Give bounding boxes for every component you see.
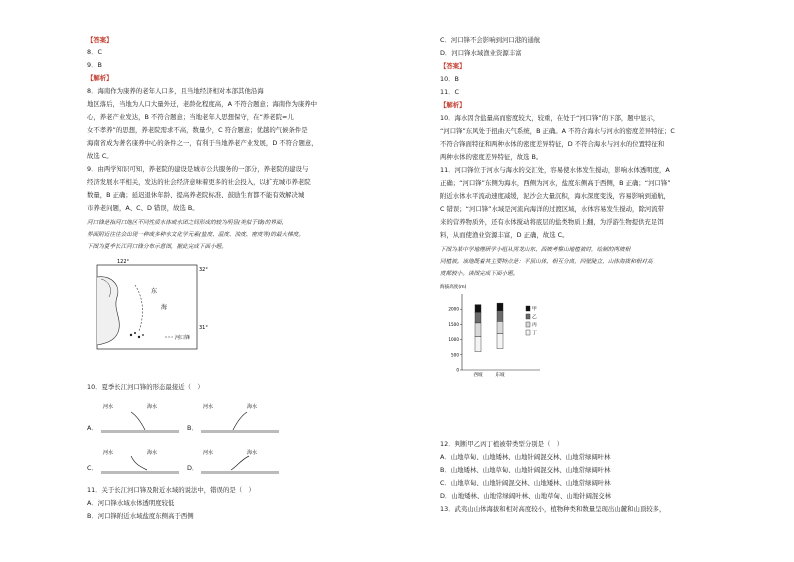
p11-line: C 错误；“河口锋”水域是河流向海洋的过渡区域，水体容易发生搅动，除河流带 [440,205,665,213]
svg-text:海水: 海水 [147,450,158,456]
p11-line: 来的营养物质外，还有水体搅动将底层的盐类物质上翻，为浮游生物提供充足饵 [440,218,664,226]
legend-label: 丙 [532,323,537,328]
intro-line: 同植被。该地既着其主要特点是：平顶山体，相互分离，四壁陡立，山体海拔和相对高 [440,259,653,265]
intro-line: 下图为夏季长江河口锋分布示意图，据此完成下面小题。 [87,244,227,250]
estuary-map [87,257,207,357]
y-tick-label: 0 [456,367,459,373]
y-tick-label: 2000 [448,306,459,312]
option-10-b[interactable] [187,398,327,440]
island [130,334,132,336]
bar-segment-丙 [497,321,503,333]
option-10-d[interactable] [187,444,327,486]
p8-line: 地区落后，当地为人口大量外迁，老龄化程度高，A 不符合题意；海南作为康养中 [87,100,318,108]
p11-line: 附近水体水平流动速度减缓，泥沙会大量沉积，海水深度变浅，容易影响到通航， [440,192,671,200]
bar-segment-丙 [475,323,481,337]
svg-text:海水: 海水 [247,450,258,456]
intro-line: 下图为某中学地理研学小组从黑龙山东、西坡考察山地植被时，绘制的两坡相 [440,247,631,253]
legend-label: 乙 [532,315,537,320]
p10-line: 10．海水因含盐量高而密度较大，较重，在处于“河口锋”的下部，题中显示， [440,114,660,122]
svg-text:河水: 河水 [203,450,214,456]
legend-swatch [526,306,530,311]
option-b-diagram [201,398,281,438]
p8-line: 女不孝养”的思想，养老院需求不高，数量少，C 符合题意；优越的气候条件是 [87,126,308,134]
bar-segment-乙 [497,311,503,322]
chart-ticks [448,307,462,373]
option-d-diagram [201,444,281,480]
legend-label: 丁 [532,331,537,336]
p9-line: 市养老问题，A、C、D 错误，故选 B。 [87,204,199,212]
estuary-front-line [135,285,142,331]
option-11-a[interactable]: A．河口锋水域水体透明度较低 [87,499,175,507]
svg-text:河水: 河水 [103,450,114,456]
p8-line: 心，养老产业发达，B 不符合题意；当地老年人思想保守，在“养老院=儿 [87,113,294,121]
answer-8: 8．C [87,48,102,56]
svg-text:河水: 河水 [203,404,214,410]
coastline [97,277,119,345]
answer-11: 11．C [440,88,459,96]
option-letter: B． [187,424,198,432]
legend-swatch [526,314,530,319]
p11-line: 正确；“河口锋”东侧为海水，西侧为河水，盐度东侧高于西侧，B 正确；“河口锋” [440,179,671,187]
p8-line: 故选 C。 [87,152,113,160]
svg-text:海水: 海水 [247,404,258,410]
answer-9: 9．B [87,61,102,69]
p11-line: 11．河口锋位于河水与海水的交汇处，容易使水体发生搅动，影响水体透明度，A [440,166,670,174]
sea-label-1: 东 [151,288,158,295]
legend-swatch [526,330,530,335]
option-letter: C． [87,464,98,472]
svg-text:河水: 河水 [103,404,114,410]
option-letter: A． [87,424,98,432]
island [142,334,144,336]
option-12-c[interactable]: C．山地草甸、山地针阔混交林、山地矮林、山地常绿阔叶林 [440,479,611,487]
lat-top-label: 32° [199,267,208,273]
question-12: 12．判断甲乙丙丁植被带类型分别是（ ） [440,440,564,448]
p8-line: 8．海南作为康养的老年人口多，且当地经济相对本部其他沿海 [87,87,264,95]
bar-segment-甲 [497,303,503,311]
bar-segment-甲 [475,305,481,313]
chart-categories [473,371,505,378]
bar-segment-丁 [475,337,481,352]
bar-segment-丁 [497,334,503,349]
category-label: 西坡 [473,373,483,378]
option-a-diagram [101,398,181,438]
bar-segment-乙 [475,312,481,323]
option-12-a[interactable]: A．山地草甸、山地矮林、山地针阔混交林、山地常绿阔叶林 [440,453,611,461]
p10-line: “河口锋”东风处于扭曲天气系统，B 正确。A 不符合海水与河水的密度差异特征；C [440,127,675,135]
intro-line: 度都较小。读图完成下面小题。 [440,271,519,277]
answer-10: 10．B [440,75,459,83]
p9-line: 经济发展水平相关，发达的社会经济意味着更多的社会投入，以扩充城市养老院 [87,178,311,186]
chart-ylabel: 海拔高度(m) [440,285,467,290]
category-label: 东坡 [495,373,505,378]
option-letter: D． [187,464,199,472]
chart-bars [475,303,503,352]
p9-line: 9．由两学知识可知，养老院的建设是城市公共服务的一部分，养老院的建设与 [87,165,309,173]
option-11-b[interactable]: B．河口锋附近水域盐度东侧高于西侧 [87,512,194,520]
question-13: 13．武夷山山体海拔和相对高度较小，植物种类和数量呈现出山麓和山顶较多， [440,505,666,513]
p9-line: 数量，B 正确；延迟退休年龄、提高养老院标准、鼓励生育都不能有效解决城 [87,191,305,199]
answer-tag: 【答案】 [440,62,466,70]
intro-line: 界面附近往往会出现一种或多种水文化学元素(盐度、温度、浊度、密度等)的最大梯度。 [87,232,304,238]
analysis-tag: 【解析】 [87,74,113,82]
legend-label: 甲 [532,307,537,312]
sea-label-2: 海 [161,304,168,311]
option-11-d[interactable]: D．河口锋水域渔业资源丰富 [440,49,522,57]
intro-line: 河口锋是指河口地区不同性质水体或水团之间形成的较为明显(类似于锋)的界面， [87,220,288,226]
option-12-d[interactable]: D．山地矮林、山地常绿阔叶林、山地草甸、山地针阔混交林 [440,492,612,500]
p8-line: 海南省成为著名康养中心的条件之一，有利于当地养老产业发展，D 不符合题意， [87,139,318,147]
y-tick-label: 1500 [448,321,459,327]
island [134,332,136,334]
option-c-diagram [101,444,181,480]
p10-line: 不符合锋面特征和两种水体的密度差异特征，D 不符合海水与河水的位置特征和 [440,140,665,148]
vegetation-chart [440,282,560,382]
analysis-tag: 【解析】 [440,101,466,109]
question-10: 10．夏季长江河口锋的形态最接近（ ） [87,383,204,391]
option-12-b[interactable]: B．山地矮林、山地草甸、山地针阔混交林、山地常绿阔叶林 [440,466,611,474]
island [138,336,140,338]
legend-swatch [526,322,530,327]
question-11: 11．关于长江河口锋及附近水域的说法中，错误的是（ ） [87,486,255,494]
answer-tag: 【答案】 [87,36,113,44]
lat-bottom-label: 31° [199,325,208,331]
y-tick-label: 500 [451,352,459,358]
svg-text:海水: 海水 [147,404,158,410]
p10-line: 两种水体的密度差异特征，故选 B。 [440,153,543,161]
chart-legend [526,305,537,336]
option-11-c[interactable]: C．河口锋不会影响到河口港的通航 [440,36,541,44]
p11-line: 料，从而使渔业资源丰富，D 正确，故选 C。 [440,231,569,239]
legend-label: 河口锋 [175,335,191,341]
y-tick-label: 1000 [448,337,459,343]
lon-label: 122° [117,259,130,265]
